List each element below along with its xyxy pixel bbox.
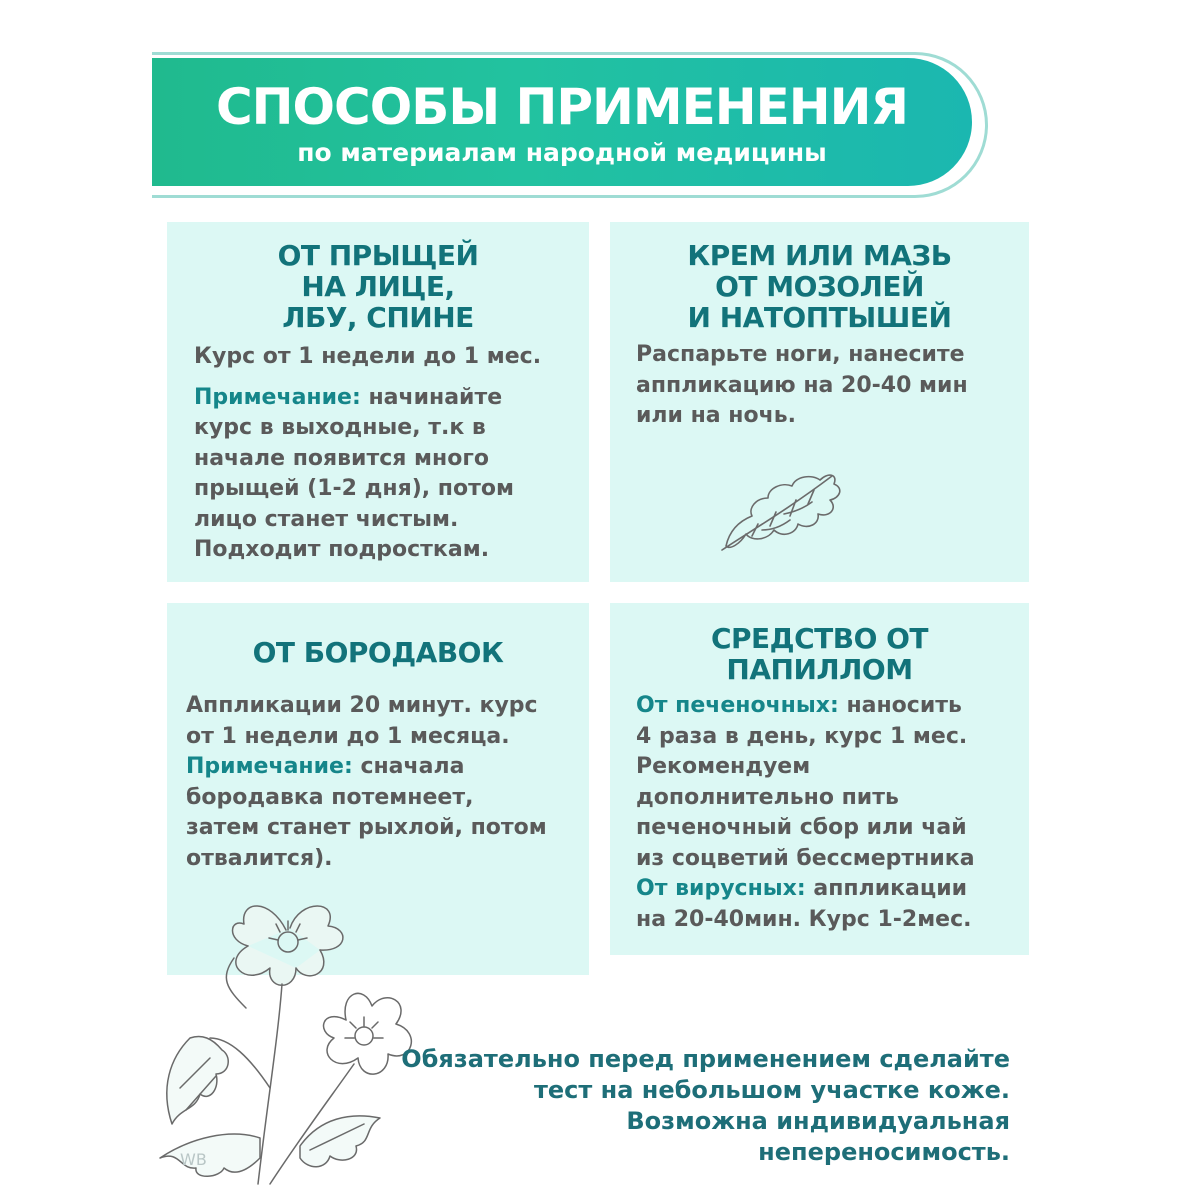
liver-paragraph [636,691,1029,722]
warning-text [380,1044,1010,1168]
card-warts-body [186,691,586,874]
body-text: наносить [846,693,962,718]
note-text: затем станет рыхлой, потом [186,815,547,840]
note-text: бородавка потемнеет, [186,784,474,810]
note-text: прыщей (1-2 дня), потом [194,476,514,501]
body-text: Аппликации 20 минут. курс [186,693,538,718]
card-title-line: И НАТОПТЫШЕЙ [687,301,952,334]
body-text: на 20-40мин. Курс 1-2мес. [636,906,972,932]
card-title-line: СРЕДСТВО ОТ [710,622,929,655]
header-banner [152,58,972,186]
watermark: WB [180,1150,207,1169]
viral-paragraph [636,874,1029,905]
note-paragraph [194,383,584,414]
card-title-line: ПАПИЛЛОМ [726,653,913,686]
card-title-line: НА ЛИЦЕ, [301,270,455,303]
body-text: аппликацию на 20-40 мин [636,372,968,398]
body-text: печеночный сбор или чай [636,815,967,840]
body-text: Рекомендуем [636,754,811,779]
body-text: аппликации [813,876,968,901]
card-warts-title [167,637,589,668]
liver-label: От печеночных: [636,693,839,718]
body-text: из соцветий бессмертника [636,845,975,871]
note-text: курс в выходные, т.к в [194,415,486,440]
card-title-line: ОТ БОРОДАВОК [252,636,504,669]
note-text: Подходит подросткам. [194,537,490,562]
body-text: или на ночь. [636,403,796,428]
card-title-line: ОТ ПРЫЩЕЙ [277,239,479,272]
warning-line: Обязательно перед применением сделайте [401,1045,1010,1073]
note-text: лицо станет чистым. [194,506,459,532]
warning-line: тест на небольшом участке коже. [533,1076,1010,1104]
note-label: Примечание: [186,754,353,779]
note-text: начале появится много [194,445,489,471]
card-acne-title [167,240,589,333]
card-title-line: ЛБУ, СПИНЕ [282,301,474,334]
card-papillomas-title [610,623,1029,685]
page-title: СПОСОБЫ ПРИМЕНЕНИЯ [215,78,908,136]
card-calluses-body [636,340,1026,432]
card-acne-body [194,342,584,566]
card-papillomas-body [636,691,1029,935]
card-title-line: КРЕМ ИЛИ МАЗЬ [687,239,952,272]
warning-line: Возможна индивидуальная непереносимость. [626,1107,1010,1166]
note-label: Примечание: [194,384,361,410]
card-acne [167,222,589,582]
page-subtitle: по материалам народной медицины [297,138,827,167]
note-paragraph [186,752,586,783]
body-text: Распарьте ноги, нанесите [636,342,965,367]
body-text: от 1 недели до 1 месяца. [186,723,510,749]
note-text: начинайте [368,384,503,410]
note-text: сначала [360,754,465,779]
body-text: дополнительно пить [636,784,899,810]
note-text: отвалится). [186,845,333,871]
course-duration-text: Курс от 1 недели до 1 мес. [194,344,542,369]
card-title-line: ОТ МОЗОЛЕЙ [715,270,924,303]
card-calluses-title [610,240,1029,333]
leaf-icon [712,468,862,558]
card-papillomas [610,603,1029,955]
viral-label: От вирусных: [636,876,806,901]
body-text: 4 раза в день, курс 1 мес. [636,723,968,749]
